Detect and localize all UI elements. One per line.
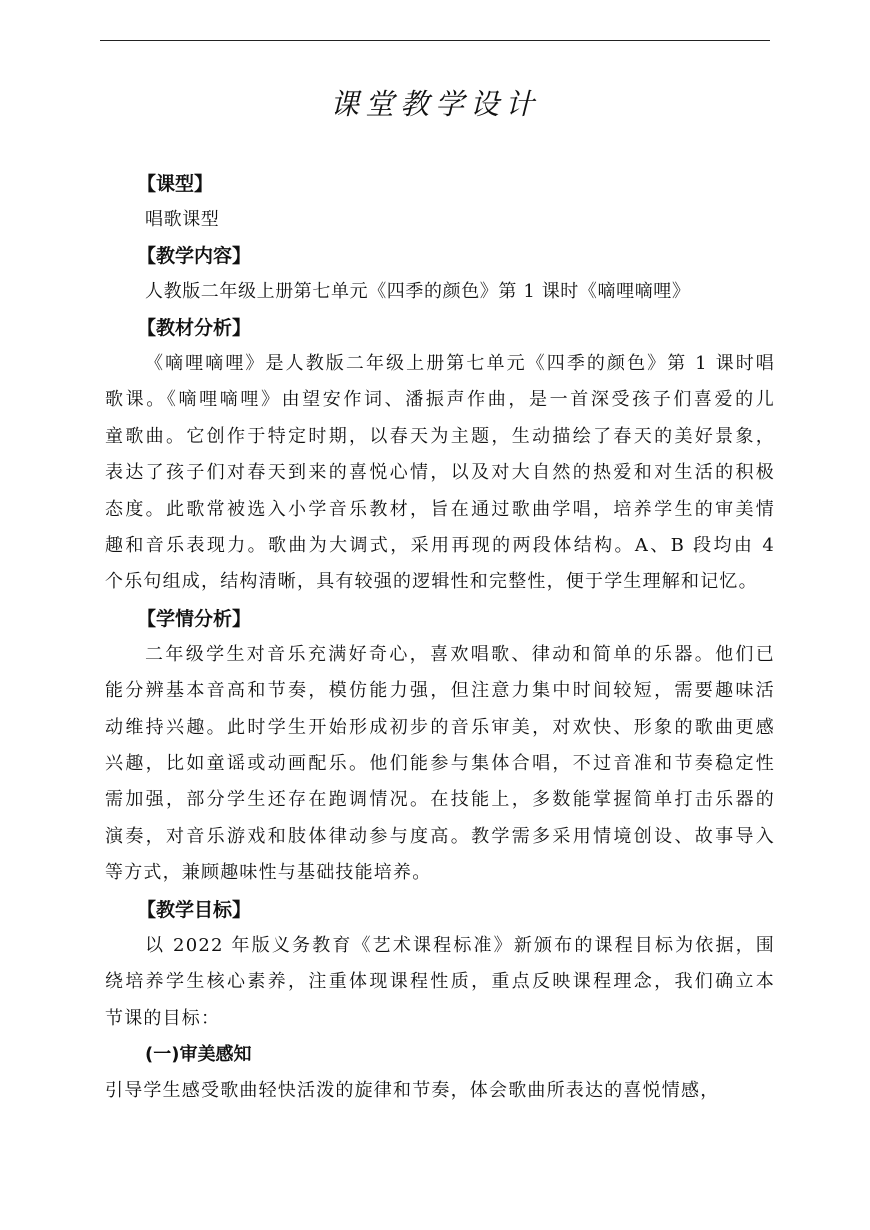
students-line: 二年级学生对音乐充满好奇心，喜欢唱歌、律动和简单的乐器。他们已 [145, 643, 775, 665]
material-line: 表达了孩子们对春天到来的喜悦心情，以及对大自然的热爱和对生活的积极 [105, 462, 775, 484]
section-heading-lesson-type: 【课型】 [137, 173, 214, 195]
goals-paragraph [105, 928, 775, 1037]
goals-line: 绕培养学生核心素养，注重体现课程性质，重点反映课程理念，我们确立本 [105, 971, 775, 993]
material-paragraph [105, 346, 775, 601]
aesthetic-paragraph [105, 1073, 775, 1109]
students-line: 需加强，部分学生还存在跑调情况。在技能上，多数能掌握简单打击乐器的 [105, 789, 775, 811]
material-line: 童歌曲。它创作于特定时期，以春天为主题，生动描绘了春天的美好景象， [105, 425, 775, 447]
document-body [105, 166, 775, 1109]
students-line: 演奏，对音乐游戏和肢体律动参与度高。教学需多采用情境创设、故事导入 [105, 825, 775, 847]
material-line: 态度。此歌常被选入小学音乐教材，旨在通过歌曲学唱，培养学生的审美情 [105, 498, 775, 520]
lesson-type-text: 唱歌课型 [145, 209, 220, 230]
section-heading-material: 【教材分析】 [137, 317, 252, 339]
students-line: 等方式，兼顾趣味性与基础技能培养。 [105, 862, 432, 884]
goals-line: 节课的目标： [105, 1007, 221, 1029]
students-line: 兴趣，比如童谣或动画配乐。他们能参与集体合唱，不过音准和节奏稳定性 [105, 753, 775, 775]
material-line: 歌课。《嘀哩嘀哩》由望安作词、潘振声作曲，是一首深受孩子们喜爱的儿 [105, 389, 775, 411]
section-heading-content: 【教学内容】 [137, 245, 252, 267]
sub-heading-aesthetic: (一)审美感知 [145, 1043, 252, 1065]
material-line: 个乐句组成，结构清晰，具有较强的逻辑性和完整性，便于学生理解和记忆。 [105, 571, 758, 593]
page-title: 课堂教学设计 [329, 87, 540, 121]
section-heading-goals: 【教学目标】 [137, 898, 252, 921]
aesthetic-line: 引导学生感受歌曲轻快活泼的旋律和节奏，体会歌曲所表达的喜悦情感， [105, 1079, 720, 1101]
students-line: 能分辨基本音高和节奏，模仿能力强，但注意力集中时间较短，需要趣味活 [105, 680, 775, 702]
material-line: 趣和音乐表现力。歌曲为大调式，采用再现的两段体结构。A、B 段均由 4 [105, 535, 775, 557]
section-heading-students: 【学情分析】 [137, 607, 252, 630]
content-text: 人教版二年级上册第七单元《四季的颜色》第 1 课时《嘀哩嘀哩》 [145, 281, 691, 302]
students-line: 动维持兴趣。此时学生开始形成初步的音乐审美，对欢快、形象的歌曲更感 [105, 716, 775, 738]
goals-line: 以 2022 年版义务教育《艺术课程标准》新颁布的课程目标为依据，围 [145, 934, 775, 956]
material-line: 《嘀哩嘀哩》是人教版二年级上册第七单元《四季的颜色》第 1 课时唱 [145, 353, 775, 374]
header-rule [100, 40, 770, 41]
students-paragraph [105, 637, 775, 892]
